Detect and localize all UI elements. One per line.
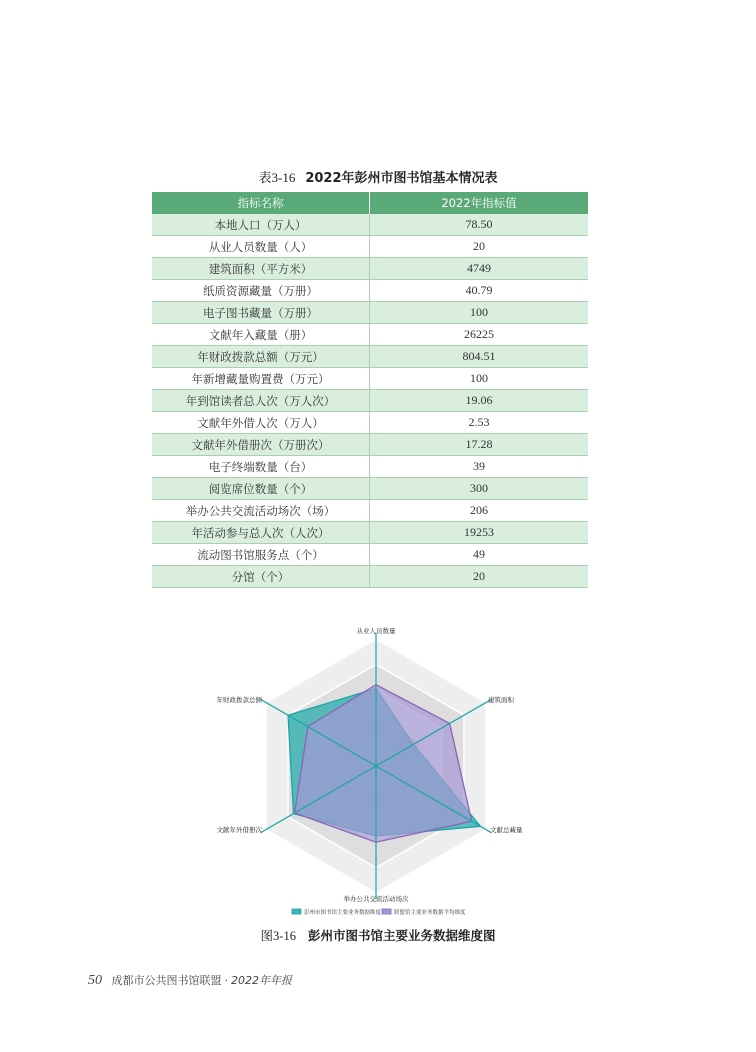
indicator-name: 阅览席位数量（个）: [152, 478, 370, 500]
table-number: 表3-16: [258, 170, 296, 185]
indicator-name: 年新增藏量购置费（万元）: [152, 368, 370, 390]
indicator-name: 文献年入藏量（册）: [152, 324, 370, 346]
header-indicator-value: 2022年指标值: [370, 192, 589, 214]
axis-label: 建筑面积: [488, 696, 514, 704]
indicator-value: 100: [370, 302, 589, 324]
indicator-name: 年财政拨款总额（万元）: [152, 346, 370, 368]
indicator-name: 举办公共交流活动场次（场）: [152, 500, 370, 522]
indicator-value: 300: [370, 478, 589, 500]
axis-label: 从业人员数量: [356, 627, 396, 635]
page-number: 50: [88, 973, 102, 988]
indicator-value: 78.50: [370, 214, 589, 236]
indicator-value: 39: [370, 456, 589, 478]
indicator-value: 20: [370, 566, 589, 588]
indicator-name: 年活动参与总人次（人次）: [152, 522, 370, 544]
indicator-name: 建筑面积（平方米）: [152, 258, 370, 280]
legend-label: 联盟馆主要业务数据平均维度: [394, 910, 466, 916]
indicator-name: 文献年外借册次（万册次）: [152, 434, 370, 456]
report-year: 2022年年报: [231, 974, 292, 987]
indicator-name: 文献年外借人次（万人）: [152, 412, 370, 434]
indicator-value: 2.53: [370, 412, 589, 434]
indicator-value: 19253: [370, 522, 589, 544]
indicator-name: 年到馆读者总人次（万人次）: [152, 390, 370, 412]
indicator-name: 流动图书馆服务点（个）: [152, 544, 370, 566]
table-title-text: 2022年彭州市图书馆基本情况表: [305, 171, 498, 186]
indicator-value: 206: [370, 500, 589, 522]
indicator-value: 17.28: [370, 434, 589, 456]
axis-label: 文献年外借册次: [216, 826, 262, 834]
legend-swatch-pengzhou: [292, 909, 301, 914]
indicator-value: 40.79: [370, 280, 589, 302]
indicator-value: 26225: [370, 324, 589, 346]
legend-swatch-alliance: [382, 909, 391, 914]
figure-number: 图3-16: [260, 929, 296, 943]
indicator-value: 20: [370, 236, 589, 258]
legend-label: 彭州市图书馆主要业务数据维度: [304, 910, 382, 916]
axis-label: 年财政拨款总额: [216, 696, 262, 704]
indicator-name: 分馆（个）: [152, 566, 370, 588]
indicator-name: 电子终端数量（台）: [152, 456, 370, 478]
axis-label: 文献总藏量: [490, 826, 523, 834]
indicator-name: 纸质资源藏量（万册）: [152, 280, 370, 302]
indicator-name: 从业人员数量（人）: [152, 236, 370, 258]
page-footer: [88, 972, 292, 989]
indicator-value: 49: [370, 544, 589, 566]
footer-separator: ·: [224, 974, 228, 987]
indicator-name: 电子图书藏量（万册）: [152, 302, 370, 324]
figure-caption: [0, 926, 756, 944]
header-indicator-name: 指标名称: [152, 192, 370, 214]
indicator-value: 4749: [370, 258, 589, 280]
indicator-value: 100: [370, 368, 589, 390]
figure-caption-text: 彭州市图书馆主要业务数据维度图: [307, 928, 496, 943]
indicator-value: 804.51: [370, 346, 589, 368]
indicator-name: 本地人口（万人）: [152, 214, 370, 236]
axis-label: 举办公共交流活动场次: [343, 895, 409, 903]
indicator-value: 19.06: [370, 390, 589, 412]
publication-name: 成都市公共图书馆联盟: [111, 974, 222, 987]
